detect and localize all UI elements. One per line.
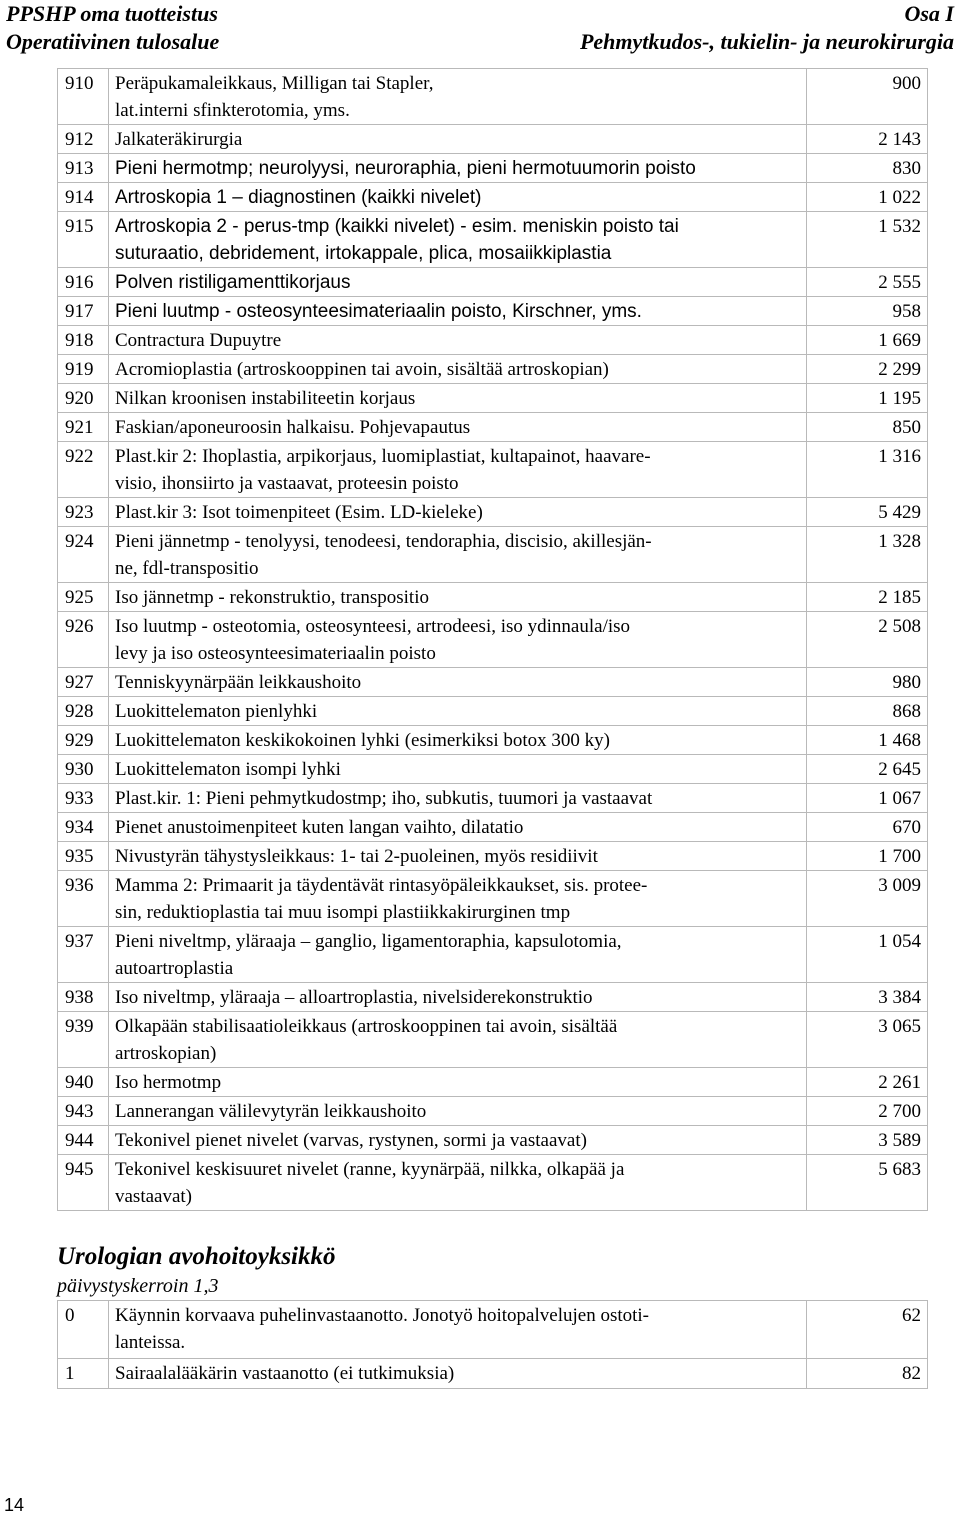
row-code: 923 xyxy=(58,498,109,527)
table-row xyxy=(58,1012,928,1068)
row-code: 928 xyxy=(58,697,109,726)
row-code: 925 xyxy=(58,583,109,612)
row-value: 3 589 xyxy=(807,1126,928,1155)
row-description: Plast.kir 2: Ihoplastia, arpikorjaus, luomiplastiat, kultapainot, haavare- visio, ihonsiirto ja vastaavat, proteesin poisto xyxy=(109,442,807,498)
table-row xyxy=(58,983,928,1012)
row-description: Käynnin korvaava puhelinvastaanotto. Jonotyö hoitopalvelujen ostoti- lanteissa. xyxy=(109,1301,807,1359)
row-value: 2 299 xyxy=(807,355,928,384)
row-code: 935 xyxy=(58,842,109,871)
row-value: 850 xyxy=(807,413,928,442)
table-row xyxy=(58,498,928,527)
row-description: Polven ristiligamenttikorjaus xyxy=(109,268,807,297)
row-code: 940 xyxy=(58,1068,109,1097)
row-description: Contractura Dupuytre xyxy=(109,326,807,355)
row-description: Faskian/aponeuroosin halkaisu. Pohjevapautus xyxy=(109,413,807,442)
row-code: 944 xyxy=(58,1126,109,1155)
row-value: 830 xyxy=(807,154,928,183)
table-row xyxy=(58,871,928,927)
row-code: 919 xyxy=(58,355,109,384)
row-code: 938 xyxy=(58,983,109,1012)
row-description: Acromioplastia (artroskooppinen tai avoin, sisältää artroskopian) xyxy=(109,355,807,384)
table-row xyxy=(58,355,928,384)
table-row xyxy=(58,1126,928,1155)
row-code: 914 xyxy=(58,183,109,212)
row-value: 2 508 xyxy=(807,612,928,668)
urology-price-table-body xyxy=(58,1301,928,1389)
row-code: 910 xyxy=(58,69,109,125)
row-description: Pieni luutmp - osteosynteesimateriaalin poisto, Kirschner, yms. xyxy=(109,297,807,326)
row-description: Plast.kir. 1: Pieni pehmytkudostmp; iho, subkutis, tuumori ja vastaavat xyxy=(109,784,807,813)
row-description: Tekonivel keskisuuret nivelet (ranne, kyynärpää, nilkka, olkapää ja vastaavat) xyxy=(109,1155,807,1211)
table-row xyxy=(58,612,928,668)
row-value: 1 532 xyxy=(807,212,928,268)
row-description: Iso niveltmp, yläraaja – alloartroplastia, nivelsiderekonstruktio xyxy=(109,983,807,1012)
table-row xyxy=(58,583,928,612)
row-description: Iso jännetmp - rekonstruktio, transpositio xyxy=(109,583,807,612)
table-row xyxy=(58,268,928,297)
row-code: 937 xyxy=(58,927,109,983)
table-row xyxy=(58,668,928,697)
row-description: Pienet anustoimenpiteet kuten langan vaihto, dilatatio xyxy=(109,813,807,842)
header-specialty: Pehmytkudos-, tukielin- ja neurokirurgia xyxy=(579,29,954,54)
row-code: 927 xyxy=(58,668,109,697)
row-code: 913 xyxy=(58,154,109,183)
table-row xyxy=(58,1155,928,1211)
row-value: 5 429 xyxy=(807,498,928,527)
row-code: 936 xyxy=(58,871,109,927)
row-value: 2 261 xyxy=(807,1068,928,1097)
row-value: 1 067 xyxy=(807,784,928,813)
table-row xyxy=(58,326,928,355)
table-row xyxy=(58,212,928,268)
procedure-price-table-body xyxy=(58,69,928,1211)
row-value: 1 022 xyxy=(807,183,928,212)
row-description: Artroskopia 2 - perus-tmp (kaikki nivelet) - esim. meniskin poisto tai suturaatio, debridement, irtokappale, plica, mosaiikkiplastia xyxy=(109,212,807,268)
table-row xyxy=(58,927,928,983)
table-row xyxy=(58,297,928,326)
table-row xyxy=(58,384,928,413)
row-value: 3 384 xyxy=(807,983,928,1012)
header-unit: Operatiivinen tulosalue xyxy=(6,29,220,54)
row-code: 939 xyxy=(58,1012,109,1068)
row-description: Artroskopia 1 – diagnostinen (kaikki nivelet) xyxy=(109,183,807,212)
table-row xyxy=(58,1301,928,1359)
row-code: 912 xyxy=(58,125,109,154)
row-value: 1 328 xyxy=(807,527,928,583)
row-description: Mamma 2: Primaarit ja täydentävät rintasyöpäleikkaukset, sis. protee- sin, reduktioplastia tai muu isompi plastiikkakirurginen tmp xyxy=(109,871,807,927)
row-code: 933 xyxy=(58,784,109,813)
table-row xyxy=(58,842,928,871)
table-row xyxy=(58,784,928,813)
row-code: 945 xyxy=(58,1155,109,1211)
row-description: Nivustyrän tähystysleikkaus: 1- tai 2-puoleinen, myös residiivit xyxy=(109,842,807,871)
row-value: 2 143 xyxy=(807,125,928,154)
row-code: 924 xyxy=(58,527,109,583)
row-value: 1 700 xyxy=(807,842,928,871)
table-row xyxy=(58,755,928,784)
row-code: 926 xyxy=(58,612,109,668)
row-description: Jalkateräkirurgia xyxy=(109,125,807,154)
row-description: Plast.kir 3: Isot toimenpiteet (Esim. LD-kieleke) xyxy=(109,498,807,527)
row-description: Iso luutmp - osteotomia, osteosynteesi, artrodeesi, iso ydinnaula/iso levy ja iso osteosynteesimateriaalin poisto xyxy=(109,612,807,668)
table-row xyxy=(58,813,928,842)
row-value: 3 065 xyxy=(807,1012,928,1068)
section-title: Urologian avohoitoyksikkö xyxy=(57,1243,336,1270)
row-code: 916 xyxy=(58,268,109,297)
row-description: Pieni jännetmp - tenolyysi, tenodeesi, tendoraphia, discisio, akillesjän- ne, fdl-transpositio xyxy=(109,527,807,583)
header-part: Osa I xyxy=(904,1,954,26)
page-number: 14 xyxy=(4,1495,25,1515)
row-description: Tekonivel pienet nivelet (varvas, rystynen, sormi ja vastaavat) xyxy=(109,1126,807,1155)
row-value: 2 555 xyxy=(807,268,928,297)
section-subtitle: päivystyskerroin 1,3 xyxy=(57,1275,219,1297)
row-description: Olkapään stabilisaatioleikkaus (artroskooppinen tai avoin, sisältää artroskopian) xyxy=(109,1012,807,1068)
table-row xyxy=(58,1097,928,1126)
row-description: Luokittelematon keskikokoinen lyhki (esimerkiksi botox 300 ky) xyxy=(109,726,807,755)
row-code: 920 xyxy=(58,384,109,413)
row-value: 2 645 xyxy=(807,755,928,784)
row-value: 958 xyxy=(807,297,928,326)
row-value: 900 xyxy=(807,69,928,125)
row-value: 1 195 xyxy=(807,384,928,413)
row-value: 2 185 xyxy=(807,583,928,612)
row-code: 943 xyxy=(58,1097,109,1126)
row-value: 1 468 xyxy=(807,726,928,755)
row-value: 82 xyxy=(807,1359,928,1389)
table-row xyxy=(58,1068,928,1097)
page-header-right xyxy=(580,0,954,56)
table-row xyxy=(58,69,928,125)
row-value: 5 683 xyxy=(807,1155,928,1211)
row-code: 930 xyxy=(58,755,109,784)
row-code: 917 xyxy=(58,297,109,326)
row-description: Pieni niveltmp, yläraaja – ganglio, ligamentoraphia, kapsulotomia, autoartroplastia xyxy=(109,927,807,983)
row-description: Nilkan kroonisen instabiliteetin korjaus xyxy=(109,384,807,413)
row-value: 1 054 xyxy=(807,927,928,983)
row-description: Luokittelematon isompi lyhki xyxy=(109,755,807,784)
table-row xyxy=(58,442,928,498)
row-value: 1 316 xyxy=(807,442,928,498)
row-code: 0 xyxy=(58,1301,109,1359)
table-row xyxy=(58,413,928,442)
row-description: Luokittelematon pienlyhki xyxy=(109,697,807,726)
table-row xyxy=(58,697,928,726)
row-code: 921 xyxy=(58,413,109,442)
table-row xyxy=(58,726,928,755)
row-code: 934 xyxy=(58,813,109,842)
table-row xyxy=(58,1359,928,1389)
table-row xyxy=(58,527,928,583)
row-code: 918 xyxy=(58,326,109,355)
row-description: Pieni hermotmp; neurolyysi, neuroraphia, pieni hermotuumorin poisto xyxy=(109,154,807,183)
procedure-price-table xyxy=(57,68,928,1211)
row-value: 980 xyxy=(807,668,928,697)
row-value: 62 xyxy=(807,1301,928,1359)
row-description: Sairaalalääkärin vastaanotto (ei tutkimuksia) xyxy=(109,1359,807,1389)
row-value: 2 700 xyxy=(807,1097,928,1126)
row-value: 868 xyxy=(807,697,928,726)
row-description: Lannerangan välilevytyrän leikkaushoito xyxy=(109,1097,807,1126)
urology-price-table xyxy=(57,1300,928,1389)
row-value: 3 009 xyxy=(807,871,928,927)
row-value: 1 669 xyxy=(807,326,928,355)
row-value: 670 xyxy=(807,813,928,842)
row-description: Iso hermotmp xyxy=(109,1068,807,1097)
page-header-left xyxy=(6,0,219,56)
table-row xyxy=(58,154,928,183)
row-code: 922 xyxy=(58,442,109,498)
row-code: 915 xyxy=(58,212,109,268)
row-code: 929 xyxy=(58,726,109,755)
row-description: Peräpukamaleikkaus, Milligan tai Stapler, lat.interni sfinkterotomia, yms. xyxy=(109,69,807,125)
header-org: PPSHP oma tuotteistus xyxy=(6,1,218,26)
row-description: Tenniskyynärpään leikkaushoito xyxy=(109,668,807,697)
table-row xyxy=(58,183,928,212)
table-row xyxy=(58,125,928,154)
row-code: 1 xyxy=(58,1359,109,1389)
